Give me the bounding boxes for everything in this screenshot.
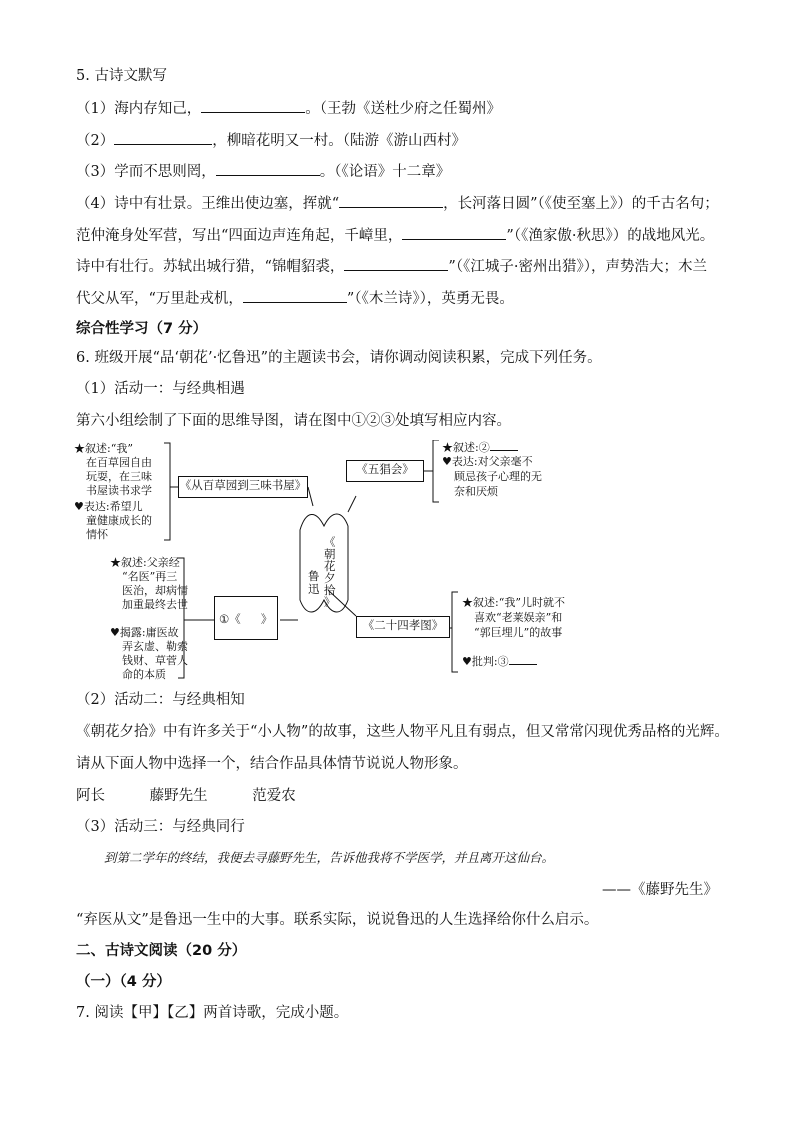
node-box: 《五猖会》 [346, 460, 424, 482]
quote-text: 到第二学年的终结，我便去寻藤野先生，告诉他我将不学医学，并且离开这仙台。 [104, 850, 555, 865]
node-text: “郭巨埋儿”的故事 [474, 626, 563, 639]
q5-line7: 代父从军，“万里赴戎机， ”（《木兰诗》），英勇无畏。 [76, 288, 514, 309]
activity-3-task: “弃医从文”是鲁迅一生中的大事。联系实际，说说鲁迅的人生选择给你什么启示。 [76, 912, 599, 928]
node-box: 《二十四孝图》 [356, 616, 450, 638]
center-title: 《 朝 花 夕 拾 》 [324, 535, 336, 609]
mind-map [66, 440, 606, 688]
q5-line1: （1）海内存知己， 。（王勃《送杜少府之任蜀州》 [76, 98, 501, 119]
section-heading: 二、古诗文阅读（20 分） [76, 943, 247, 959]
node-text: 在百草园自由 [86, 456, 152, 469]
node-text: 命的本质 [122, 668, 166, 681]
answer-blank[interactable] [339, 193, 443, 208]
node-text: ★叙述:父亲经 [110, 556, 180, 569]
activity-1-desc: 第六小组绘制了下面的思维导图，请在图中①②③处填写相应内容。 [76, 413, 511, 429]
section-heading: 综合性学习（7 分） [76, 321, 208, 337]
node-text: 喜欢“老莱娱亲”和 [474, 611, 563, 624]
node-text: 医治，却病情 [122, 584, 188, 597]
node-text: 加重最终去世 [122, 598, 188, 611]
node-text: 童健康成长的 [86, 514, 152, 527]
node-text: 情怀 [86, 528, 108, 541]
node-text: ♥揭露:庸医故 [110, 626, 179, 639]
answer-blank[interactable] [243, 288, 347, 303]
activity-2-task: 请从下面人物中选择一个，结合作品具体情节说说人物形象。 [76, 756, 468, 772]
answer-blank[interactable] [402, 225, 506, 240]
q5-line2: （2） ，柳暗花明又一村。（陆游《游山西村》 [76, 130, 466, 151]
q5-line6: 诗中有壮行。苏轼出城行猎，“锦帽貂裘， ”（《江城子·密州出猎》），声势浩大；木兰 [76, 256, 707, 277]
node-text: 弄玄虚、勒索 [122, 640, 188, 653]
node-text: 书屋读书求学 [86, 484, 152, 497]
option-item: 阿长 [76, 788, 105, 804]
option-item: 藤野先生 [149, 788, 208, 804]
node-text: ♥批判:③ [462, 654, 537, 669]
node-text: 钱财、草菅人 [122, 654, 188, 667]
activity-2-desc: 《朝花夕拾》中有许多关于“小人物”的故事，这些人物平凡且有弱点，但又常常闪现优秀品格的光辉。 [76, 724, 729, 740]
answer-box-1[interactable]: ①《 》 [214, 596, 278, 640]
node-text: ★叙述:“我” [74, 442, 133, 455]
node-text: ♥表达:对父亲毫不 [442, 455, 533, 468]
node-text: 顾忌孩子心理的无 [454, 470, 542, 483]
q6-intro: 6. 班级开展“品‘朝花’·忆鲁迅”的主题读书会，请你调动阅读积累，完成下列任务。 [76, 350, 602, 366]
answer-blank[interactable] [114, 130, 212, 145]
center-author: 鲁 迅 [308, 569, 320, 596]
activity-3-heading: （3）活动三：与经典同行 [76, 819, 245, 835]
node-text: ★叙述:“我”儿时就不 [462, 596, 565, 609]
answer-blank[interactable] [201, 98, 305, 113]
answer-blank[interactable] [344, 256, 448, 271]
activity-2-heading: （2）活动二：与经典相知 [76, 692, 245, 708]
node-box: 《从百草园到三味书屋》 [178, 476, 308, 498]
node-text: 奈和厌烦 [454, 485, 498, 498]
node-text: 玩耍，在三味 [86, 470, 152, 483]
quote-source: ——《藤野先生》 [602, 882, 718, 898]
q7-intro: 7. 阅读【甲】【乙】两首诗歌，完成小题。 [76, 1005, 349, 1021]
character-options [76, 786, 336, 806]
node-text: ♥表达:希望儿 [74, 500, 143, 513]
q5-line4: （4）诗中有壮景。王维出使边塞，挥就“ ，长河落日圆”（《使至塞上》）的千古名句； [76, 193, 719, 214]
q5-title: 5. 古诗文默写 [76, 68, 167, 84]
subsection-heading: （一）（4 分） [76, 974, 171, 990]
node-text: “名医”再三 [122, 570, 178, 583]
node-text: ★叙述:② [442, 440, 518, 455]
q5-line5: 范仲淹身处军营，写出“四面边声连角起，千嶂里， ”（《渔家傲·秋思》）的战地风光。 [76, 225, 714, 246]
q5-line3: （3）学而不思则罔， 。（《论语》十二章》 [76, 161, 450, 182]
option-item: 范爱农 [252, 788, 296, 804]
activity-1-heading: （1）活动一：与经典相遇 [76, 381, 245, 397]
answer-blank[interactable] [216, 161, 320, 176]
